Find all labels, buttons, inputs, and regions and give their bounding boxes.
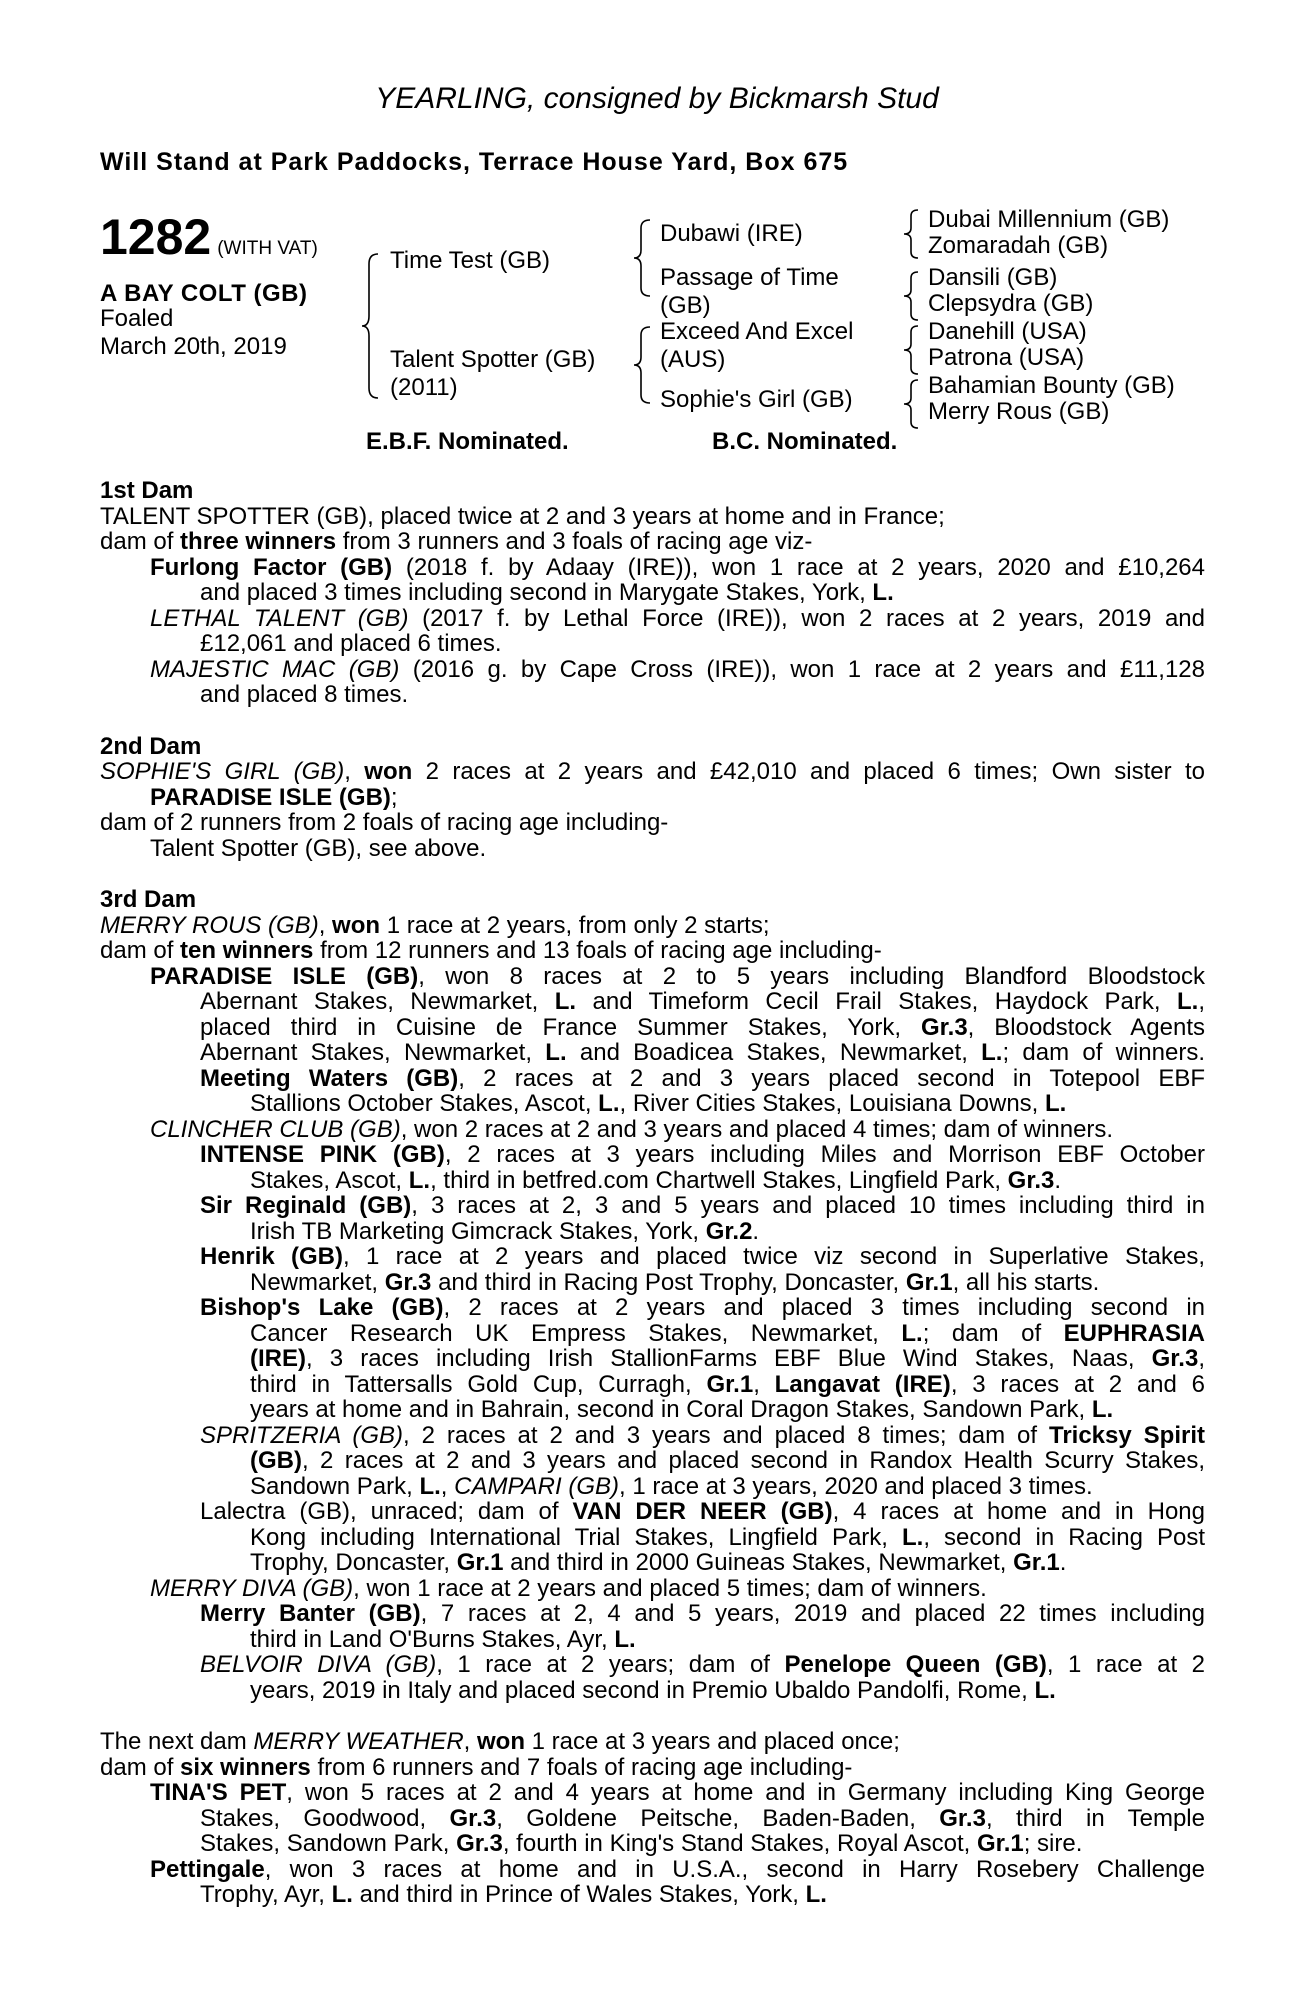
text: , Bloodstock Agents [967, 1014, 1205, 1040]
sire-dam [660, 264, 839, 320]
text: , 2 races at 2 and 3 years placed second in Totepool EBF [458, 1065, 1205, 1091]
text: ; dam of winners. [1002, 1040, 1205, 1066]
dd-sire: Bahamian Bounty (GB) [928, 372, 1175, 399]
text: and third in Racing Post Trophy, Doncaster, [431, 1268, 906, 1296]
text: third in Tattersalls Gold Cup, Curragh, [250, 1371, 707, 1397]
grade: Gr.3 [456, 1830, 503, 1857]
ds-dam: Patrona (USA) [928, 344, 1085, 371]
lot-number-block [100, 208, 318, 266]
dd-dam: Merry Rous (GB) [928, 398, 1110, 425]
horse-name: SPRITZERIA (GB) [200, 1422, 404, 1448]
ds-brace [902, 324, 922, 376]
next-dam-line [100, 1755, 1205, 1781]
dam-name [390, 346, 595, 402]
produce-entry [100, 1576, 1205, 1602]
second-dam-line [100, 785, 1205, 811]
dam-dam: Sophie's Girl (GB) [660, 386, 853, 413]
grade: L. [981, 1040, 1003, 1066]
ss-brace [902, 208, 922, 260]
text: , [1198, 1346, 1205, 1372]
grade: Gr.3 [1151, 1346, 1199, 1372]
sire-brace [632, 218, 656, 298]
produce-entry-cont [100, 989, 1205, 1015]
third-dam-heading: 3rd Dam [100, 886, 197, 913]
grade: L. [805, 1881, 827, 1908]
horse-name: Pettingale [150, 1856, 265, 1882]
grade: L. [419, 1472, 441, 1500]
text: , won 1 race at 2 years and placed 5 times; dam of winners. [353, 1574, 987, 1602]
text: years, 2019 in Italy and placed second in Premio Ubaldo Pandolfi, Rome, [250, 1676, 1035, 1704]
produce-entry-cont [100, 1397, 1205, 1423]
sd-brace [902, 270, 922, 322]
text: , won 2 races at 2 and 3 years and placed 4 times; dam of winners. [400, 1115, 1114, 1143]
horse-name: VAN DER NEER (GB) [572, 1499, 833, 1525]
produce-entry-cont [100, 580, 1205, 606]
text: dam of [100, 528, 181, 555]
text: , won 8 races at 2 to 5 years including Blandford Bloodstock [418, 963, 1205, 989]
ebf-nominated: E.B.F. Nominated. [366, 428, 569, 455]
text: (2016 g. by Cape Cross (IRE)), won 1 race at 2 years and £11,128 [399, 656, 1205, 682]
grade: Gr.3 [449, 1805, 497, 1831]
text: , 1 race at 2 years and placed twice viz second in Superlative Stakes, [343, 1244, 1205, 1270]
text: years at home and in Bahrain, second in Coral Dragon Stakes, Sandown Park, [250, 1396, 1092, 1423]
horse-name: Tricksy Spirit [1048, 1422, 1205, 1448]
won: won [477, 1728, 525, 1755]
text: , 1 race at 2 years; dam of [436, 1652, 785, 1678]
text: . [1054, 1166, 1062, 1194]
grade: Gr.1 [1013, 1549, 1060, 1576]
produce-entry [100, 964, 1205, 990]
produce-entry-cont [100, 1346, 1205, 1372]
produce-entry-cont [100, 1372, 1205, 1398]
text: , [1198, 989, 1205, 1015]
text: Kong including International Trial Stakes, Lingfield Park, [250, 1524, 903, 1550]
produce-entry-cont [100, 1270, 1205, 1296]
sire-name: Time Test (GB) [390, 247, 551, 274]
produce-entry-cont [100, 1015, 1205, 1041]
pedigree-notes [100, 478, 1205, 1908]
dam-sire-line2: (AUS) [660, 346, 726, 373]
first-dam-heading: 1st Dam [100, 477, 194, 504]
horse-name: Furlong Factor (GB) [150, 554, 393, 580]
horse-name: CAMPARI (GB) [454, 1472, 620, 1500]
sd-dam: Clepsydra (GB) [928, 290, 1094, 317]
text: Sandown Park, [250, 1472, 420, 1500]
horse-name: BELVOIR DIVA (GB) [200, 1652, 437, 1678]
produce-entry [100, 1423, 1205, 1449]
grade: L. [1034, 1676, 1056, 1704]
text: , all his starts. [952, 1268, 1100, 1296]
text: Trophy, Doncaster, [250, 1549, 457, 1576]
produce-entry [100, 1652, 1205, 1678]
text: Cancer Research UK Empress Stakes, Newmarket, [250, 1320, 902, 1346]
dam-brace [632, 325, 656, 405]
ss-dam: Zomaradah (GB) [928, 232, 1109, 259]
text: Stakes, Goodwood, [200, 1805, 450, 1831]
text: , [318, 911, 333, 939]
horse-name: Merry Banter (GB) [200, 1601, 421, 1627]
text: Irish TB Marketing Gimcrack Stakes, York, [250, 1217, 706, 1245]
produce-entry [100, 1117, 1205, 1143]
text: . [752, 1217, 760, 1245]
grade: L. [902, 1524, 924, 1550]
dd-brace [902, 378, 922, 430]
text: from 6 runners and 7 foals of racing age including- [310, 1753, 853, 1781]
produce-entry [100, 1066, 1205, 1092]
grade: L. [1045, 1090, 1067, 1117]
produce-entry [100, 1499, 1205, 1525]
produce-entry [100, 606, 1205, 632]
text: , River Cities Stakes, Louisiana Downs, [619, 1090, 1046, 1117]
text: ; [390, 783, 398, 811]
text: dam of [100, 937, 181, 964]
horse-name: EUPHRASIA [1063, 1320, 1205, 1346]
text: , 2 races at 2 and 3 years and placed 8 times; dam of [403, 1422, 1049, 1448]
text: Stakes, Sandown Park, [200, 1830, 457, 1857]
text: , third in Temple [985, 1805, 1205, 1831]
text: Abernant Stakes, Newmarket, [200, 989, 555, 1015]
produce-entry [100, 1857, 1205, 1883]
sire-dam-brace [360, 252, 384, 400]
text: Stallions October Stakes, Ascot, [250, 1090, 599, 1117]
horse-name: (IRE) [250, 1346, 306, 1372]
grade: L. [408, 1166, 431, 1194]
grade: L. [1091, 1396, 1114, 1423]
produce-entry-cont [100, 1040, 1205, 1066]
grade: Gr.1 [905, 1268, 953, 1296]
text: Lalectra (GB), unraced; dam of [200, 1499, 573, 1525]
produce-entry-cont [100, 1091, 1205, 1117]
text: , Goldene Peitsche, Baden-Baden, [496, 1805, 940, 1831]
grade: L. [554, 989, 577, 1015]
stand-location: Will Stand at Park Paddocks, Terrace House Yard, Box 675 [100, 148, 849, 176]
text: and Boadicea Stakes, Newmarket, [566, 1040, 982, 1066]
horse-name: PARADISE ISLE (GB) [150, 783, 391, 811]
produce-entry [100, 1780, 1205, 1806]
text: and third in Prince of Wales Stakes, York, [352, 1881, 806, 1908]
third-dam-line [100, 913, 1205, 939]
produce-entry-cont [100, 1474, 1205, 1500]
ds-sire: Danehill (USA) [928, 318, 1087, 345]
text: and placed 3 times including second in Marygate Stakes, York, [200, 579, 873, 606]
horse-name: Langavat (IRE) [774, 1371, 951, 1397]
text: , won 3 races at home and in U.S.A., second in Harry Rosebery Challenge [264, 1856, 1205, 1882]
second-dam-line: dam of 2 runners from 2 foals of racing age including- [100, 809, 669, 836]
sire-dam-line1: Passage of Time [660, 264, 839, 291]
text: , [463, 1728, 477, 1755]
text: from 3 runners and 3 foals of racing age viz- [336, 528, 813, 555]
horse-name: Sir Reginald (GB) [200, 1193, 412, 1219]
grade: Gr.2 [705, 1217, 753, 1245]
horse-name: SOPHIE'S GIRL (GB) [100, 759, 345, 785]
text: dam of [100, 1753, 181, 1781]
text: , 4 races at home and in Hong [832, 1499, 1205, 1525]
first-dam-line: TALENT SPOTTER (GB), placed twice at 2 and 3 years at home and in France; [100, 502, 945, 530]
text: , 3 races at 2, 3 and 5 years and placed 10 times including third in [411, 1193, 1205, 1219]
text: , [440, 1472, 455, 1500]
lot-number: 1282 [100, 209, 212, 265]
text: , [753, 1371, 775, 1397]
produce-entry [100, 657, 1205, 683]
dam-sire [660, 318, 853, 374]
sd-sire: Dansili (GB) [928, 264, 1058, 291]
dam-year: (2011) [390, 374, 458, 401]
produce-entry [100, 1244, 1205, 1270]
text: and Timeform Cecil Frail Stakes, Haydock Park, [576, 989, 1177, 1015]
second-dam-heading: 2nd Dam [100, 732, 202, 760]
dam-name-line1: Talent Spotter (GB) [390, 346, 596, 373]
text: , 2 races at 2 years and placed 3 times including second in [443, 1295, 1205, 1321]
text: , 1 race at 2 [1046, 1652, 1205, 1678]
grade: Gr.1 [706, 1371, 754, 1397]
text: , third in betfred.com Chartwell Stakes, Lingfield Park, [430, 1166, 1008, 1194]
horse-name: MERRY ROUS (GB) [100, 911, 319, 939]
text: third in Land O'Burns Stakes, Ayr, [250, 1625, 615, 1653]
text: Trophy, Ayr, [200, 1881, 332, 1908]
bc-nominated: B.C. Nominated. [712, 428, 898, 455]
text: , 3 races including Irish StallionFarms EBF Blue Wind Stakes, Naas, [306, 1346, 1152, 1372]
text: from 12 runners and 13 foals of racing age including- [313, 937, 882, 964]
produce-entry-cont [100, 1219, 1205, 1245]
foaled-info [100, 305, 287, 361]
winners-count: three winners [180, 528, 337, 555]
produce-entry-cont [100, 1525, 1205, 1551]
second-dam-line: Talent Spotter (GB), see above. [150, 834, 487, 862]
grade: L. [1177, 989, 1199, 1015]
produce-entry-cont: £12,061 and placed 6 times. [200, 630, 502, 657]
produce-entry-cont [100, 1550, 1205, 1576]
winners-count: ten winners [180, 937, 314, 964]
text: , [344, 759, 365, 785]
first-dam-produce-summary [100, 529, 1205, 555]
text: 1 race at 2 years, from only 2 starts; [380, 911, 770, 939]
produce-entry [100, 1295, 1205, 1321]
horse-name: Meeting Waters (GB) [200, 1065, 459, 1091]
horse-name: LETHAL TALENT (GB) [150, 605, 409, 631]
grade: Gr.3 [384, 1268, 432, 1296]
grade: L. [545, 1040, 567, 1066]
lot-name: A BAY COLT (GB) [100, 280, 308, 307]
text: 1 race at 3 years and placed once; [525, 1728, 900, 1755]
produce-entry-cont [100, 1882, 1205, 1908]
horse-name: MAJESTIC MAC (GB) [150, 656, 400, 682]
produce-entry [100, 1142, 1205, 1168]
grade: Gr.1 [456, 1549, 504, 1576]
text: Newmarket, [250, 1268, 385, 1296]
horse-name: TINA'S PET [150, 1780, 287, 1806]
horse-name: CLINCHER CLUB (GB) [150, 1115, 401, 1143]
grade: L. [598, 1090, 620, 1117]
text: (2018 f. by Adaay (IRE)), won 1 race at 2 years, 2020 and £10,264 [392, 554, 1205, 580]
produce-entry-cont [100, 1831, 1205, 1857]
grade: Gr.3 [939, 1805, 986, 1831]
winners-count: six winners [180, 1753, 311, 1781]
produce-entry [100, 1193, 1205, 1219]
horse-name: Bishop's Lake (GB) [200, 1295, 444, 1321]
foaled-date: March 20th, 2019 [100, 333, 287, 360]
text: , 2 races at 3 years including Miles and Morrison EBF October [444, 1142, 1205, 1168]
won: won [364, 759, 413, 785]
text: ; dam of [922, 1320, 1064, 1346]
text: ; sire. [1023, 1830, 1083, 1857]
produce-entry-cont [100, 1448, 1205, 1474]
text: , second in Racing Post [923, 1524, 1205, 1550]
grade: Gr.3 [920, 1014, 968, 1040]
text: , 2 races at 2 and 3 years and placed second in Randox Health Scurry Stakes, [301, 1448, 1205, 1474]
horse-name: MERRY DIVA (GB) [150, 1574, 354, 1602]
grade: Gr.3 [1007, 1166, 1055, 1194]
grade: L. [614, 1625, 636, 1653]
produce-entry [100, 555, 1205, 581]
text: The next dam [100, 1728, 254, 1755]
grade: Gr.1 [977, 1830, 1024, 1857]
produce-entry [100, 1601, 1205, 1627]
grade: L. [872, 579, 894, 606]
produce-entry-cont [100, 1168, 1205, 1194]
produce-entry-cont [100, 1627, 1205, 1653]
produce-entry-cont: and placed 8 times. [200, 681, 409, 708]
third-dam-line [100, 938, 1205, 964]
sire-dam-line2: (GB) [660, 292, 711, 319]
horse-name: (GB) [250, 1448, 302, 1474]
text: , 3 races at 2 and 6 [950, 1371, 1205, 1397]
won: won [332, 911, 381, 939]
produce-entry-cont [100, 1321, 1205, 1347]
produce-entry-cont [100, 1806, 1205, 1832]
next-dam-line [100, 1729, 1205, 1755]
horse-name: PARADISE ISLE (GB) [150, 963, 419, 989]
produce-entry-cont [100, 1678, 1205, 1704]
text: , won 5 races at 2 and 4 years at home and in Germany including King George [286, 1780, 1205, 1806]
text: , fourth in King's Stand Stakes, Royal Ascot, [502, 1830, 978, 1857]
dam-sire-line1: Exceed And Excel [660, 318, 854, 345]
text: Abernant Stakes, Newmarket, [200, 1040, 546, 1066]
vat-note: (WITH VAT) [217, 238, 318, 259]
text: 2 races at 2 years and £42,010 and placed 6 times; Own sister to [412, 759, 1205, 785]
text: , 7 races at 2, 4 and 5 years, 2019 and placed 22 times including [420, 1601, 1205, 1627]
text: Stakes, Ascot, [250, 1166, 409, 1194]
ss-sire: Dubai Millennium (GB) [928, 206, 1170, 233]
horse-name: Penelope Queen (GB) [784, 1652, 1047, 1678]
text: and third in 2000 Guineas Stakes, Newmarket, [503, 1549, 1014, 1576]
horse-name: Henrik (GB) [200, 1244, 344, 1270]
text: . [1059, 1549, 1067, 1576]
text: (2017 f. by Lethal Force (IRE)), won 2 races at 2 years, 2019 and [408, 605, 1205, 631]
horse-name: INTENSE PINK (GB) [200, 1142, 445, 1168]
text: placed third in Cuisine de France Summer Stakes, York, [200, 1014, 921, 1040]
text: , 1 race at 3 years, 2020 and placed 3 times. [619, 1472, 1093, 1500]
horse-name: MERRY WEATHER [253, 1728, 464, 1755]
grade: L. [901, 1320, 923, 1346]
foaled-label: Foaled [100, 305, 174, 332]
grade: L. [331, 1881, 353, 1908]
second-dam-line [100, 759, 1205, 785]
page-title: YEARLING, consigned by Bickmarsh Stud [375, 82, 939, 115]
sire-sire: Dubawi (IRE) [660, 220, 803, 247]
